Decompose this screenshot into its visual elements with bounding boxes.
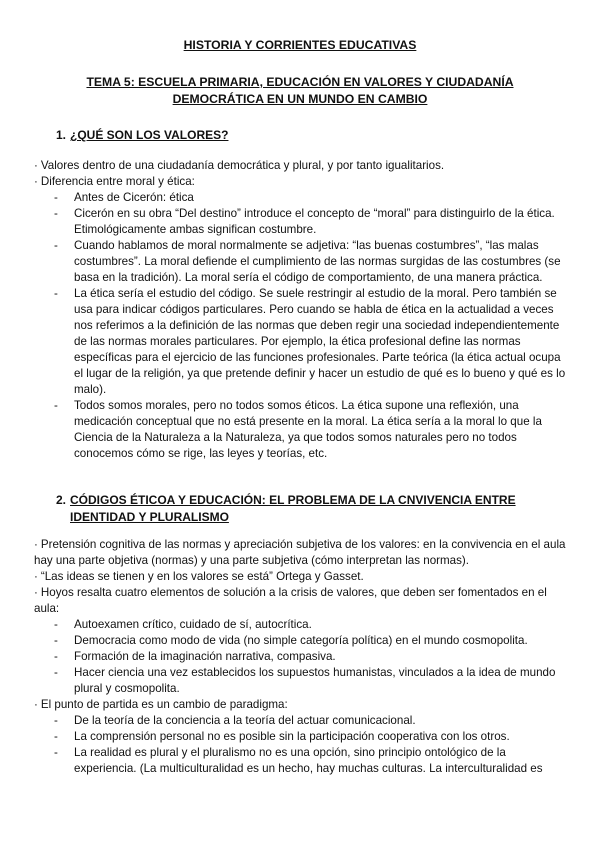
bullet-dot: · bbox=[34, 586, 38, 599]
dash-marker: - bbox=[54, 239, 58, 252]
list-item-text: Todos somos morales, pero no todos somos éticos. La ética supone una reflexión, una medicación conceptual que no está presente en la moral. La ética sería a la moral lo que la Ciencia de la Naturaleza a la Naturaleza, ya que todos somos naturales pero no todos conocemos cómo se rige, las leyes y teorías, etc. bbox=[74, 399, 542, 460]
list-item-text: La comprensión personal no es posible sin la participación cooperativa con los otros. bbox=[74, 730, 510, 743]
document-title: HISTORIA Y CORRIENTES EDUCATIVAS bbox=[183, 38, 417, 52]
paragraph-text: “Las ideas se tienen y en los valores se está” Ortega y Gasset. bbox=[40, 570, 364, 583]
paragraph bbox=[34, 158, 566, 174]
section-1-body bbox=[34, 158, 566, 462]
bullet-dot: · bbox=[34, 175, 38, 188]
bullet-dot: · bbox=[34, 698, 38, 711]
topic-title-line-1: TEMA 5: ESCUELA PRIMARIA, EDUCACIÓN EN VALORES Y CIUDADANÍA bbox=[86, 75, 514, 89]
list-item bbox=[34, 649, 566, 665]
bullet-dot: · bbox=[34, 159, 38, 172]
list-item-text: Autoexamen crítico, cuidado de sí, autocrítica. bbox=[74, 618, 312, 631]
dash-marker: - bbox=[54, 618, 58, 631]
list-item bbox=[34, 190, 566, 206]
list-item bbox=[34, 398, 566, 462]
paragraph-text: Hoyos resalta cuatro elementos de solución a la crisis de valores, que deben ser fomentados en el aula: bbox=[34, 586, 547, 615]
list-item-text: Antes de Cicerón: ética bbox=[74, 191, 194, 204]
dash-marker: - bbox=[54, 666, 58, 679]
list-item bbox=[34, 713, 566, 729]
paragraph-text: Diferencia entre moral y ética: bbox=[40, 175, 195, 188]
paragraph bbox=[34, 697, 566, 713]
list-item bbox=[34, 665, 566, 697]
dash-marker: - bbox=[54, 287, 58, 300]
dash-marker: - bbox=[54, 714, 58, 727]
dash-marker: - bbox=[54, 650, 58, 663]
paragraph bbox=[34, 585, 566, 617]
dash-marker: - bbox=[54, 634, 58, 647]
paragraph-text: Valores dentro de una ciudadanía democrática y plural, y por tanto igualitarios. bbox=[40, 159, 445, 172]
list-item-text: De la teoría de la conciencia a la teoría del actuar comunicacional. bbox=[74, 714, 416, 727]
list-item bbox=[34, 617, 566, 633]
bullet-dot: · bbox=[34, 570, 38, 583]
topic-title-line-2: DEMOCRÁTICA EN UN MUNDO EN CAMBIO bbox=[172, 92, 428, 106]
list-item bbox=[34, 633, 566, 649]
section-2-heading bbox=[56, 492, 536, 526]
section-2-title: CÓDIGOS ÉTICOA Y EDUCACIÓN: EL PROBLEMA DE LA CNVIVENCIA ENTRE IDENTIDAD Y PLURALISMO bbox=[70, 493, 516, 524]
bullet-dot: · bbox=[34, 538, 38, 551]
dash-marker: - bbox=[54, 399, 58, 412]
paragraph bbox=[34, 537, 566, 569]
dash-marker: - bbox=[54, 746, 58, 759]
list-item bbox=[34, 745, 566, 777]
list-item-text: Cuando hablamos de moral normalmente se adjetiva: “las buenas costumbres”, “las malas costumbres”. La moral defiende el cumplimiento de las normas surgidas de las costumbres (se basa en la tradición). La moral sería el código de comportamiento, de una manera práctica. bbox=[74, 239, 561, 284]
section-2-number: 2. bbox=[56, 493, 67, 507]
list-item-text: Hacer ciencia una vez establecidos los supuestos humanistas, vinculados a la idea de mundo plural y cosmopolita. bbox=[74, 666, 556, 695]
topic-title bbox=[0, 74, 600, 108]
paragraph bbox=[34, 174, 566, 190]
section-2-body bbox=[34, 537, 566, 777]
paragraph-text: El punto de partida es un cambio de paradigma: bbox=[40, 698, 288, 711]
section-1-heading bbox=[56, 127, 556, 144]
list-item-text: La ética sería el estudio del código. Se suele restringir al estudio de la moral. Pero también se usa para indicar códigos particulares. Pero cuando se habla de ética en la actualidad a veces nos referimos a la definición de las normas que deben regir una sociedad independientemente de las normas morales particulares. Por ejemplo, la ética profesional define las normas específicas para el ejercicio de las funciones profesionales. Parte teórica (la ética actual ocupa el lugar de la religión, ya que pretende definir y hacer un estudio de qué es lo bueno y qué es lo malo). bbox=[74, 287, 566, 396]
list-item-text: Cicerón en su obra “Del destino” introduce el concepto de “moral” para distinguirlo de la ética. Etimológicamente ambas significan costumbre. bbox=[74, 207, 555, 236]
paragraph-text: Pretensión cognitiva de las normas y apreciación subjetiva de los valores: en la convivencia en el aula hay una parte objetiva (normas) y una parte subjetiva (cómo interpretan las normas). bbox=[34, 538, 566, 567]
paragraph bbox=[34, 569, 566, 585]
dash-list bbox=[34, 617, 566, 697]
list-item-text: Democracia como modo de vida (no simple categoría política) en el mundo cosmopolita. bbox=[74, 634, 528, 647]
dash-marker: - bbox=[54, 207, 58, 220]
dash-list bbox=[34, 190, 566, 462]
list-item bbox=[34, 286, 566, 398]
section-1-number: 1. bbox=[56, 128, 67, 142]
dash-marker: - bbox=[54, 730, 58, 743]
dash-list bbox=[34, 713, 566, 777]
dash-marker: - bbox=[54, 191, 58, 204]
list-item-text: La realidad es plural y el pluralismo no es una opción, sino principio ontológico de la experiencia. (La multiculturalidad es un hecho, hay muchas culturas. La interculturalidad es bbox=[74, 746, 543, 775]
list-item bbox=[34, 206, 566, 238]
section-1-title: ¿QUÉ SON LOS VALORES? bbox=[70, 128, 229, 142]
list-item-text: Formación de la imaginación narrativa, compasiva. bbox=[74, 650, 336, 663]
list-item bbox=[34, 729, 566, 745]
list-item bbox=[34, 238, 566, 286]
